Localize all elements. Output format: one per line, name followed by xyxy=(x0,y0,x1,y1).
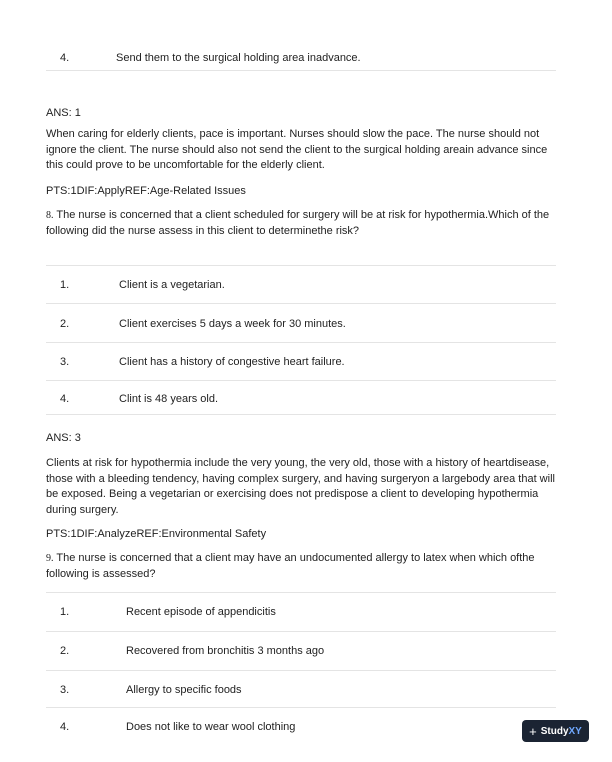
option-number: 2. xyxy=(60,645,70,657)
answer-key: ANS: 1 xyxy=(46,107,81,119)
option-text: Recent episode of appendicitis xyxy=(126,606,276,618)
option-text: Does not like to wear wool clothing xyxy=(126,721,296,733)
option-number: 1. xyxy=(60,606,70,618)
plus-icon: + xyxy=(529,723,537,739)
option-number: 2. xyxy=(60,318,70,330)
question-number: 9. xyxy=(46,553,54,564)
divider xyxy=(46,670,556,671)
points-meta: PTS:1DIF:AnalyzeREF:Environmental Safety xyxy=(46,528,267,540)
option-number: 3. xyxy=(60,356,70,368)
option-text: Clint is 48 years old. xyxy=(119,393,219,405)
divider xyxy=(46,631,556,632)
option-number: 4. xyxy=(60,52,70,64)
rationale-text: When caring for elderly clients, pace is important. Nurses should slow the pace. The nurse should not ignore the client. The nurse should also not send the client to the surgical holding areain advance since this could prove to be uncomfortable for the elderly client. xyxy=(46,128,548,171)
answer-key: ANS: 3 xyxy=(46,432,81,444)
divider xyxy=(46,70,556,71)
divider xyxy=(46,707,556,708)
divider xyxy=(46,265,556,266)
question-stem xyxy=(46,551,562,582)
option-text: Client exercises 5 days a week for 30 minutes. xyxy=(119,318,346,330)
option-text: Send them to the surgical holding area inadvance. xyxy=(116,52,361,64)
divider xyxy=(46,342,556,343)
option-text: Allergy to specific foods xyxy=(126,684,242,696)
divider xyxy=(46,592,556,593)
brand-name: StudyXY xyxy=(540,725,582,737)
option-text: Recovered from bronchitis 3 months ago xyxy=(126,645,325,657)
option-number: 4. xyxy=(60,721,70,733)
points-meta: PTS:1DIF:ApplyREF:Age-Related Issues xyxy=(46,185,246,197)
option-text: Client has a history of congestive heart failure. xyxy=(119,356,345,368)
option-number: 1. xyxy=(60,279,70,291)
question-number: 8. xyxy=(46,210,54,221)
rationale-text: Clients at risk for hypothermia include the very young, the very old, those with a history of heartdisease, those with a bleeding tendency, having complex surgery, and having surgeryon a largebody area that will be exposed. Being a vegetarian or exercising does not predispose a client to developing hypothermia during surgery. xyxy=(46,457,555,516)
option-number: 3. xyxy=(60,684,70,696)
question-text: The nurse is concerned that a client scheduled for surgery will be at risk for hypothermia.Which of the following did the nurse assess in this client to determinethe risk? xyxy=(46,209,550,237)
divider xyxy=(46,380,556,381)
divider xyxy=(46,414,556,415)
option-number: 4. xyxy=(60,393,70,405)
question-text: The nurse is concerned that a client may have an undocumented allergy to latex when which ofthe following is assessed? xyxy=(46,552,535,580)
studyxy-badge[interactable] xyxy=(522,720,589,742)
divider xyxy=(46,303,556,304)
option-text: Client is a vegetarian. xyxy=(119,279,225,291)
question-stem xyxy=(46,208,562,239)
